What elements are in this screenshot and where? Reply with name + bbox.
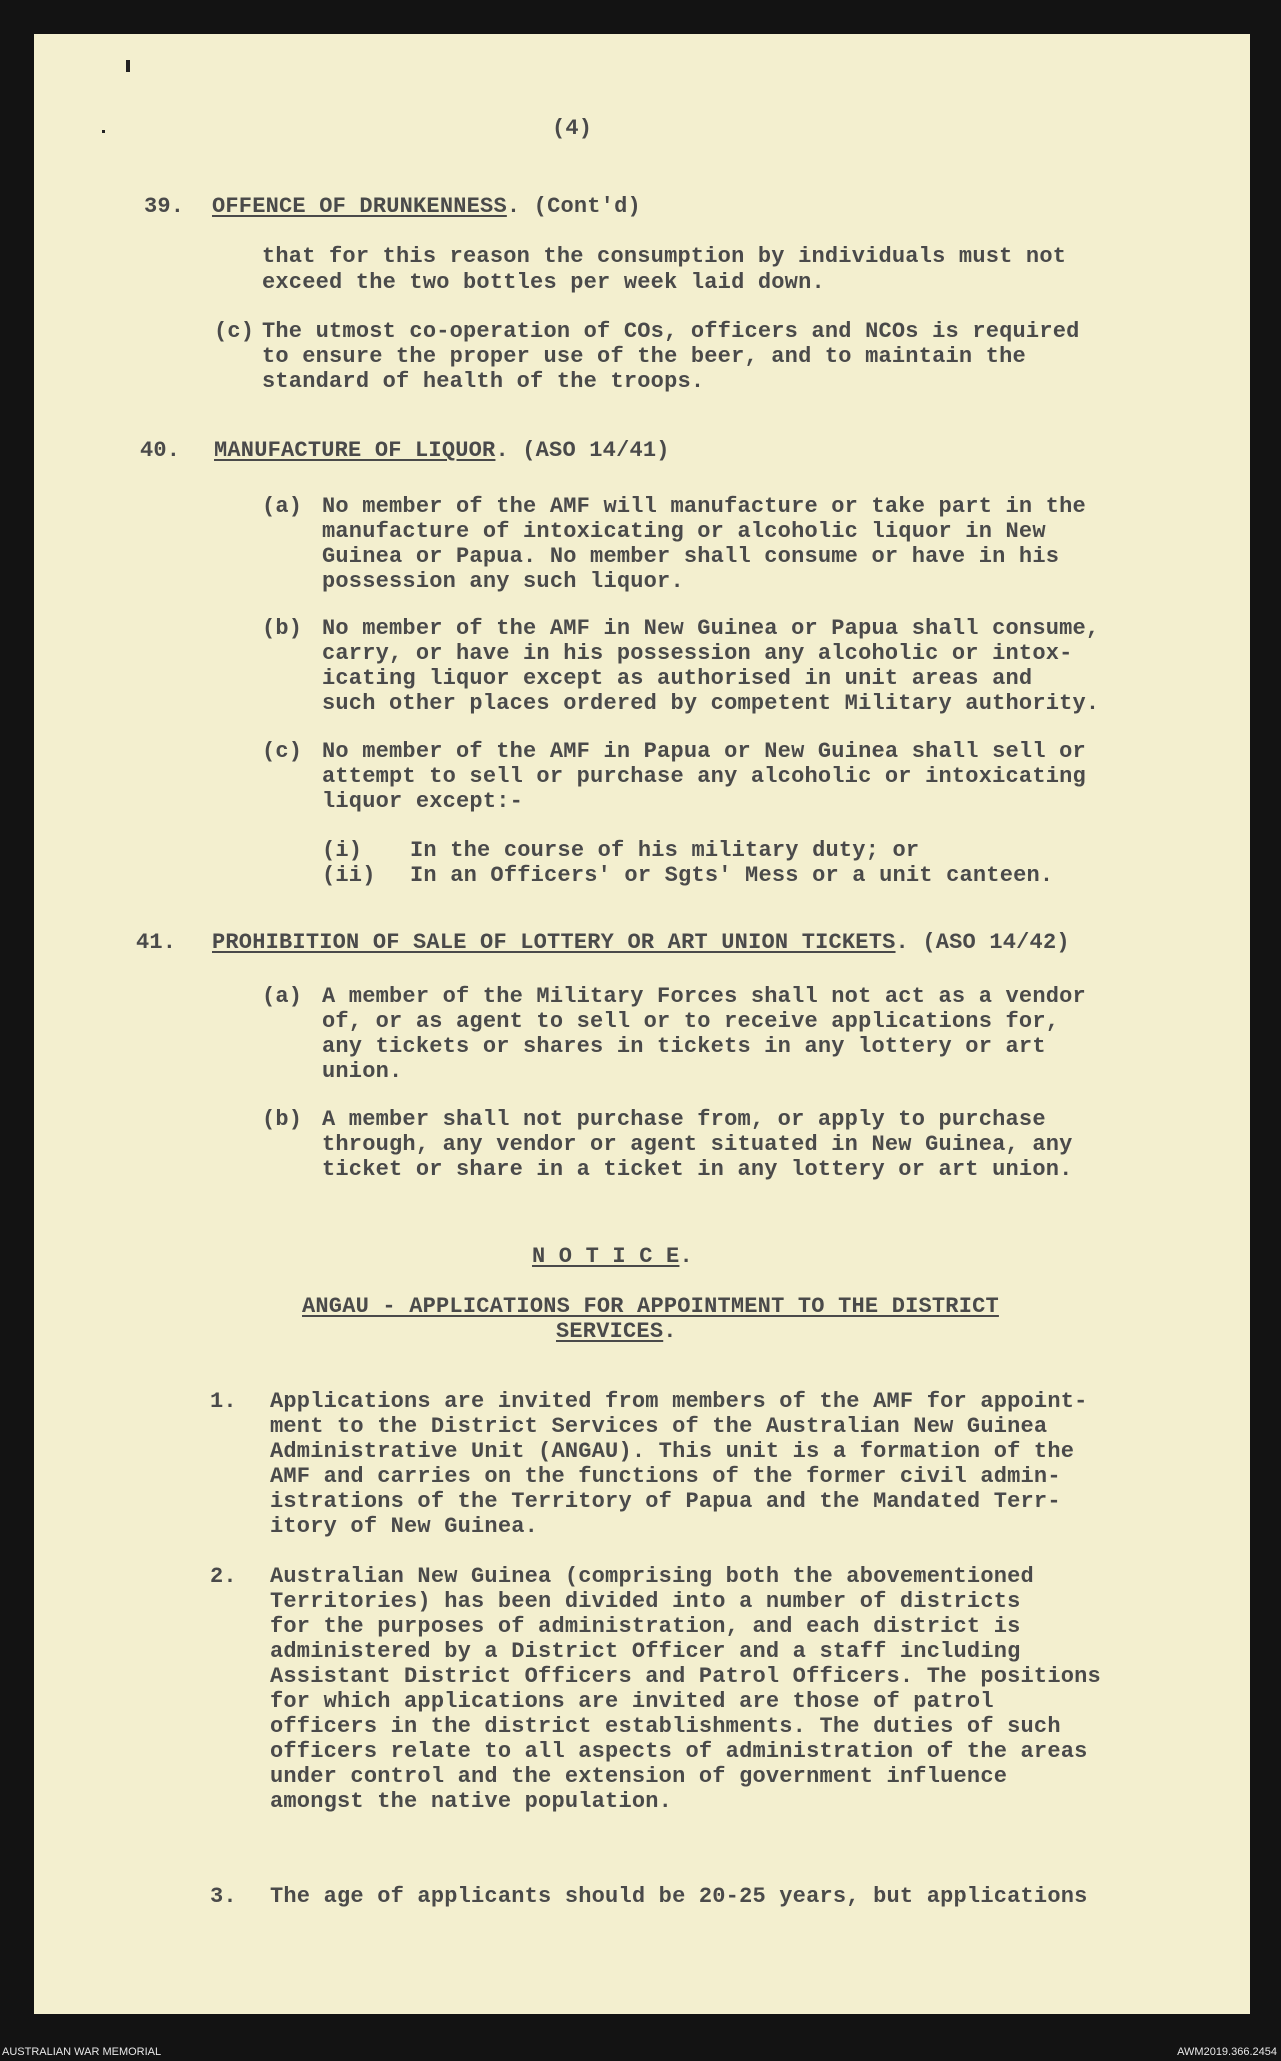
notice-p2-line-8: officers relate to all aspects of administration of the areas bbox=[270, 1739, 1088, 1764]
section-40-heading: MANUFACTURE OF LIQUOR. (ASO 14/41) bbox=[214, 438, 670, 463]
section-40-b-line-1: No member of the AMF in New Guinea or Papua shall consume, bbox=[322, 616, 1100, 641]
section-41-number: 41. bbox=[136, 930, 177, 955]
notice-p2-line-6: for which applications are invited are those of patrol bbox=[270, 1689, 994, 1714]
section-40-c-line-1: No member of the AMF in Papua or New Guinea shall sell or bbox=[322, 739, 1086, 764]
section-39-c-label: (c) bbox=[214, 319, 255, 344]
section-41-b-label: (b) bbox=[262, 1107, 303, 1132]
section-40-b-line-3: icating liquor except as authorised in unit areas and bbox=[322, 666, 1033, 691]
notice-p2-line-9: under control and the extension of government influence bbox=[270, 1764, 1008, 1789]
notice-p2-line-4: administered by a District Officer and a staff including bbox=[270, 1639, 1021, 1664]
notice-p1-line-3: Administrative Unit (ANGAU). This unit is a formation of the bbox=[270, 1439, 1075, 1464]
section-40-a-label: (a) bbox=[262, 494, 303, 519]
section-40-b-line-2: carry, or have in his possession any alcoholic or intox- bbox=[322, 641, 1073, 666]
section-41-a-line-2: of, or as agent to sell or to receive applications for, bbox=[322, 1009, 1060, 1034]
section-40-c-i-text: In the course of his military duty; or bbox=[410, 838, 920, 863]
section-40-a-line-1: No member of the AMF will manufacture or take part in the bbox=[322, 494, 1086, 519]
notice-subheading-line-1: ANGAU - APPLICATIONS FOR APPOINTMENT TO THE DISTRICT bbox=[302, 1294, 999, 1319]
section-41-b-line-3: ticket or share in a ticket in any lottery or art union. bbox=[322, 1157, 1073, 1182]
notice-p2-line-7: officers in the district establishments. The duties of such bbox=[270, 1714, 1061, 1739]
notice-p3-line-1: The age of applicants should be 20-25 years, but applications bbox=[270, 1884, 1088, 1909]
section-40-c-ii-label: (ii) bbox=[322, 863, 376, 888]
notice-p3-number: 3. bbox=[210, 1884, 237, 1909]
notice-p2-line-2: Territories) has been divided into a number of districts bbox=[270, 1589, 1021, 1614]
section-41-a-line-1: A member of the Military Forces shall not act as a vendor bbox=[322, 984, 1086, 1009]
document-page bbox=[34, 34, 1250, 2014]
section-41-b-line-1: A member shall not purchase from, or apply to purchase bbox=[322, 1107, 1046, 1132]
footer-accession-number: AWM2019.366.2454 bbox=[1177, 2046, 1277, 2058]
section-39-c-line-1: The utmost co-operation of COs, officers and NCOs is required bbox=[262, 319, 1080, 344]
notice-p2-line-1: Australian New Guinea (comprising both the abovementioned bbox=[270, 1564, 1034, 1589]
notice-p2-line-10: amongst the native population. bbox=[270, 1789, 673, 1814]
section-40-c-ii-text: In an Officers' or Sgts' Mess or a unit canteen. bbox=[410, 863, 1054, 888]
notice-p1-line-1: Applications are invited from members of the AMF for appoint- bbox=[270, 1389, 1088, 1414]
section-40-c-label: (c) bbox=[262, 739, 303, 764]
ink-mark bbox=[126, 60, 130, 72]
notice-p2-line-5: Assistant District Officers and Patrol Officers. The positions bbox=[270, 1664, 1101, 1689]
section-40-c-i-label: (i) bbox=[322, 838, 363, 863]
notice-p2-number: 2. bbox=[210, 1564, 237, 1589]
notice-subheading-line-2: SERVICES. bbox=[556, 1319, 677, 1344]
section-41-heading: PROHIBITION OF SALE OF LOTTERY OR ART UNION TICKETS. (ASO 14/42) bbox=[212, 930, 1070, 955]
section-39-number: 39. bbox=[144, 194, 185, 219]
section-40-c-line-2: attempt to sell or purchase any alcoholic or intoxicating bbox=[322, 764, 1086, 789]
section-40-a-line-3: Guinea or Papua. No member shall consume or have in his bbox=[322, 544, 1060, 569]
section-41-b-line-2: through, any vendor or agent situated in New Guinea, any bbox=[322, 1132, 1073, 1157]
section-39-heading: OFFENCE OF DRUNKENNESS. (Cont'd) bbox=[212, 194, 641, 219]
section-39-c-line-2: to ensure the proper use of the beer, and to maintain the bbox=[262, 344, 1026, 369]
ink-mark bbox=[102, 130, 105, 133]
section-41-a-line-3: any tickets or shares in tickets in any lottery or art bbox=[322, 1034, 1046, 1059]
notice-p1-line-5: istrations of the Territory of Papua and the Mandated Terr- bbox=[270, 1489, 1061, 1514]
section-39-line-1: that for this reason the consumption by individuals must not bbox=[262, 244, 1067, 269]
section-40-b-label: (b) bbox=[262, 616, 303, 641]
section-41-a-label: (a) bbox=[262, 984, 303, 1009]
section-39-c-line-3: standard of health of the troops. bbox=[262, 369, 705, 394]
section-40-b-line-4: such other places ordered by competent Military authority. bbox=[322, 691, 1100, 716]
section-41-a-line-4: union. bbox=[322, 1059, 403, 1084]
section-40-a-line-4: possession any such liquor. bbox=[322, 569, 684, 594]
notice-p1-number: 1. bbox=[210, 1389, 237, 1414]
notice-p1-line-4: AMF and carries on the functions of the former civil admin- bbox=[270, 1464, 1061, 1489]
section-40-a-line-2: manufacture of intoxicating or alcoholic liquor in New bbox=[322, 519, 1046, 544]
footer-credit: AUSTRALIAN WAR MEMORIAL bbox=[2, 2046, 162, 2058]
section-40-number: 40. bbox=[140, 438, 181, 463]
notice-p1-line-6: itory of New Guinea. bbox=[270, 1514, 539, 1539]
section-40-c-line-3: liquor except:- bbox=[322, 789, 524, 814]
notice-heading: N O T I C E. bbox=[532, 1244, 693, 1269]
notice-p1-line-2: ment to the District Services of the Australian New Guinea bbox=[270, 1414, 1048, 1439]
notice-p2-line-3: for the purposes of administration, and each district is bbox=[270, 1614, 1021, 1639]
section-39-line-2: exceed the two bottles per week laid down. bbox=[262, 270, 825, 295]
page-number: (4) bbox=[552, 116, 593, 141]
